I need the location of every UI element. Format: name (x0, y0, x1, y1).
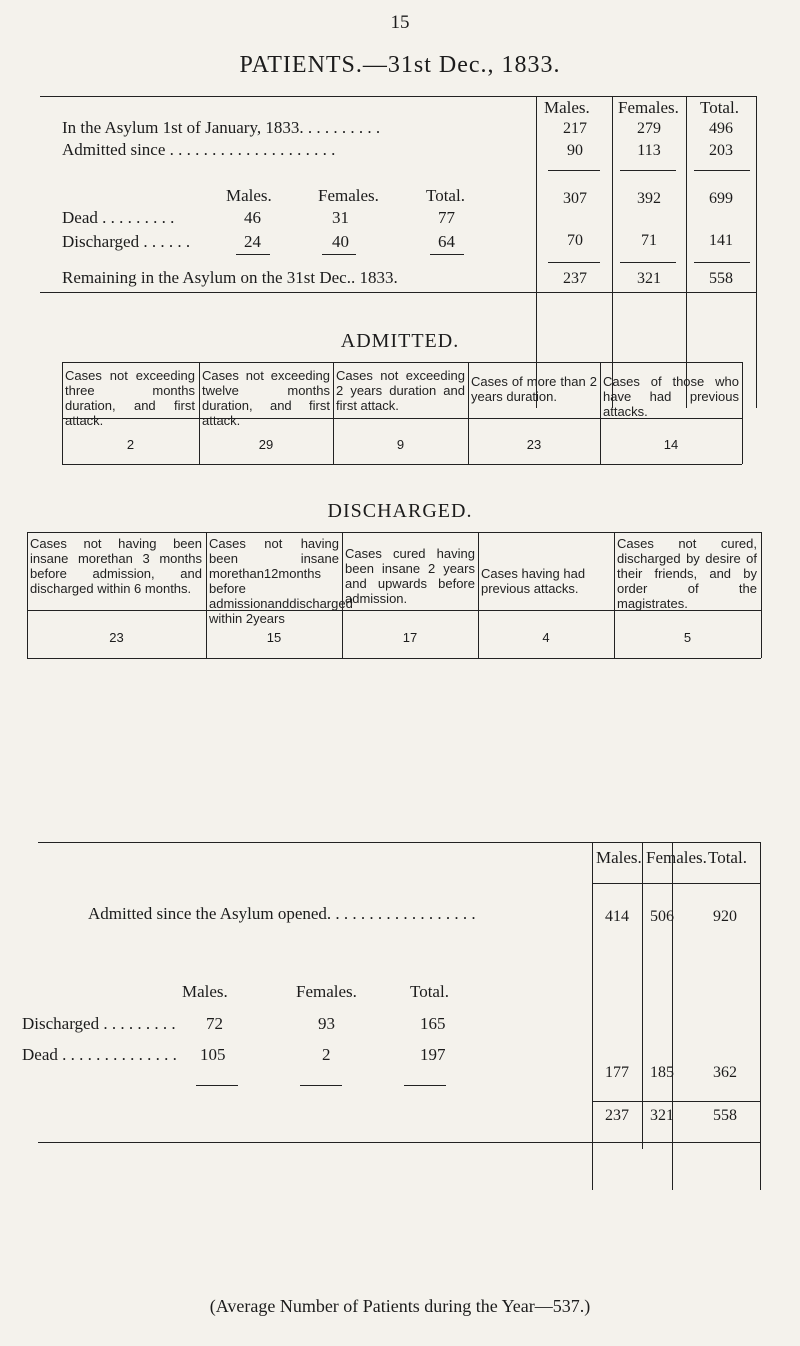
dead-value: 77 (438, 208, 455, 227)
discharged-value: 17 (402, 630, 418, 645)
admitted-header: Cases not exceeding three months duration, and first attack. (65, 368, 195, 428)
totals-dead-value: 197 (420, 1044, 446, 1064)
totals-header-total: Total. (708, 848, 747, 868)
summary-subheader: Total. (426, 186, 465, 205)
totals-subheader: Males. (182, 982, 228, 1002)
discharged-label: Discharged . . . . . . (62, 232, 191, 251)
summary-value: 496 (709, 120, 733, 137)
totals-admitted-value: 506 (650, 907, 674, 925)
totals-header-females: Females. (646, 848, 707, 868)
admitted-header: Cases of those who have had previous attacks. (603, 374, 739, 419)
summary-subtotal: 307 (563, 190, 587, 207)
totals-admitted-value: 920 (713, 907, 737, 925)
summary-removed: 71 (641, 232, 657, 249)
remaining-label: Remaining in the Asylum on the 31st Dec.. 1833. (62, 268, 398, 287)
dead-label: Dead . . . . . . . . . (62, 208, 175, 227)
discharged-header: Cases having had previous attacks. (481, 566, 586, 596)
summary-header-males: Males. (544, 98, 590, 117)
discharged-value: 4 (542, 630, 550, 645)
discharged-value: 24 (244, 232, 261, 251)
admitted-value: 29 (258, 437, 274, 452)
admitted-value: 2 (126, 437, 135, 452)
totals-discharged-value: 72 (206, 1013, 223, 1033)
remaining-value: 558 (709, 270, 733, 287)
summary-value: 279 (637, 120, 661, 137)
dead-value: 31 (332, 208, 349, 227)
summary-header-total: Total. (700, 98, 739, 117)
totals-subheader: Females. (296, 982, 357, 1002)
admitted-value: 9 (396, 437, 405, 452)
totals-removed-value: 177 (605, 1063, 629, 1081)
summary-header-females: Females. (618, 98, 679, 117)
summary-value: 217 (563, 120, 587, 137)
totals-dead-value: 2 (322, 1044, 331, 1064)
remaining-value: 237 (563, 270, 587, 287)
discharged-value: 23 (109, 630, 124, 645)
remaining-value: 321 (637, 270, 661, 287)
totals-removed-value: 362 (713, 1063, 737, 1081)
totals-dead-label: Dead . . . . . . . . . . . . . . (22, 1044, 177, 1064)
totals-header-males: Males. (596, 848, 642, 868)
totals-remaining-value: 237 (605, 1107, 629, 1125)
discharged-value: 15 (266, 630, 282, 645)
admitted-heading: ADMITTED. (340, 330, 460, 352)
admitted-header: Cases of more than 2 years duration. (471, 374, 597, 404)
totals-discharged-label: Discharged . . . . . . . . . (22, 1013, 176, 1033)
summary-subheader: Males. (226, 186, 272, 205)
totals-discharged-value: 93 (318, 1013, 335, 1033)
totals-discharged-value: 165 (420, 1013, 446, 1033)
totals-subheader: Total. (410, 982, 449, 1002)
discharged-header: Cases not having been insane morethan12months before admissionanddischarged within 2years (209, 536, 353, 626)
totals-dead-value: 105 (200, 1044, 226, 1064)
discharged-heading: DISCHARGED. (327, 500, 473, 522)
discharged-value: 40 (332, 232, 349, 251)
discharged-header: Cases not cured, discharged by desire of their friends, and by order of the magistrates. (617, 536, 757, 611)
totals-remaining-value: 558 (713, 1107, 737, 1125)
summary-value: 203 (709, 142, 733, 159)
totals-admitted-label: Admitted since the Asylum opened. . . . . . . . . . . . . . . . . . (88, 904, 476, 924)
summary-value: 113 (637, 142, 661, 159)
discharged-header: Cases not having been insane morethan 3 months before admission, and discharged within 6 months. (30, 536, 202, 596)
summary-row-label: In the Asylum 1st of January, 1833. . . . . . . . . . (62, 118, 381, 137)
page-title: PATIENTS.—31st Dec., 1833. (239, 52, 561, 78)
page-number: 15 (390, 12, 410, 33)
summary-subtotal: 699 (709, 190, 733, 207)
discharged-value: 64 (438, 232, 455, 251)
totals-remaining-value: 321 (650, 1107, 674, 1125)
admitted-value: 23 (526, 437, 542, 452)
totals-removed-value: 185 (650, 1063, 674, 1081)
summary-row-label: Admitted since . . . . . . . . . . . . . . . . . . . . (62, 140, 336, 159)
summary-subtotal: 392 (637, 190, 661, 207)
admitted-header: Cases not exceeding twelve months duration, and first attack. (202, 368, 330, 428)
admitted-value: 14 (663, 437, 679, 452)
dead-value: 46 (244, 208, 261, 227)
average-note: (Average Number of Patients during the Year—537.) (209, 1296, 591, 1316)
summary-removed: 141 (709, 232, 733, 249)
summary-removed: 70 (567, 232, 583, 249)
summary-value: 90 (567, 142, 583, 159)
totals-admitted-value: 414 (605, 907, 629, 925)
summary-subheader: Females. (318, 186, 379, 205)
admitted-header: Cases not exceeding 2 years duration and first attack. (336, 368, 465, 413)
discharged-header: Cases cured having been insane 2 years and upwards before admission. (345, 546, 475, 606)
discharged-value: 5 (683, 630, 692, 645)
